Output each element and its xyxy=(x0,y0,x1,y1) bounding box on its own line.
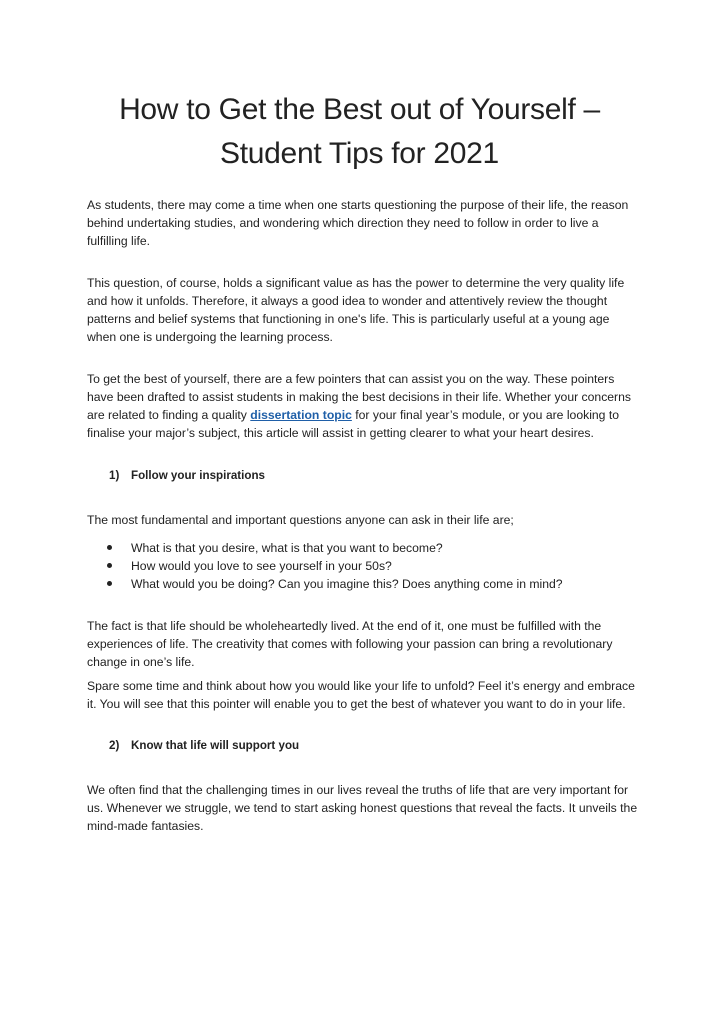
paragraph-question-value: This question, of course, holds a significant value as has the power to determine the very quality life and how it unfolds. Therefore, it always a good idea to wonder and attentively review the thought patterns and belief systems that functioning in one's life. This is particularly useful at a young age when one is undergoing the learning process. xyxy=(87,276,625,344)
paragraph-pointers-after: for your final year’s module, or you are looking to finalise your major’s subject, this article will assist in getting clearer to what your heart desires. xyxy=(87,408,620,440)
section-heading-1-number: 1) xyxy=(109,469,120,482)
list-item-text: What would you be doing? Can you imagine this? Does anything come in mind? xyxy=(131,577,563,591)
list-item xyxy=(87,539,639,557)
list-item-text: How would you love to see yourself in your 50s? xyxy=(131,559,392,573)
bullet-icon xyxy=(107,545,112,550)
paragraph-spare-time: Spare some time and think about how you would like your life to unfold? Feel it’s energy and embrace it. You will see that this pointer will enable you to get the best of whatever you want to do in your life. xyxy=(87,679,635,711)
section-heading-2-text: Know that life will support you xyxy=(131,739,300,752)
list-item xyxy=(87,575,639,593)
section-heading-2-number: 2) xyxy=(109,739,120,752)
paragraph-intro: As students, there may come a time when one starts questioning the purpose of their life, the reason behind undertaking studies, and wondering which direction they need to follow in order to live a fulfilling life. xyxy=(87,198,629,248)
paragraph-life-lived: The fact is that life should be wholeheartedly lived. At the end of it, one must be fulfilled with the experiences of life. The creativity that comes with following your passion can bring a revolutionary change in one’s life. xyxy=(87,619,613,669)
bullet-icon xyxy=(107,581,112,586)
section-heading-1 xyxy=(87,467,639,485)
list-item-text: What is that you desire, what is that you want to become? xyxy=(131,541,443,555)
section-heading-1-text: Follow your inspirations xyxy=(131,469,265,482)
document-title xyxy=(60,88,659,176)
paragraph-questions-intro: The most fundamental and important questions anyone can ask in their life are; xyxy=(87,513,514,527)
document-body xyxy=(87,196,639,835)
paragraph-pointers xyxy=(87,370,639,442)
dissertation-topic-link[interactable]: dissertation topic xyxy=(250,408,352,422)
paragraph-challenging-times: We often find that the challenging times in our lives reveal the truths of life that are very important for us. Whenever we struggle, we tend to start asking honest questions that reveal the facts. It unveils the mind-made fantasies. xyxy=(87,783,638,833)
paragraph-pointers-before: To get the best of yourself, there are a few pointers that can assist you on the way. These pointers have been drafted to assist students in making the best decisions in their life. Whether your concerns are related to finding a quality xyxy=(87,372,631,422)
title-line-1: How to Get the Best out of Yourself – xyxy=(119,93,600,126)
question-bullet-list xyxy=(87,539,639,593)
list-item xyxy=(87,557,639,575)
title-line-2: Student Tips for 2021 xyxy=(220,137,499,170)
bullet-icon xyxy=(107,563,112,568)
section-heading-2 xyxy=(87,737,639,755)
